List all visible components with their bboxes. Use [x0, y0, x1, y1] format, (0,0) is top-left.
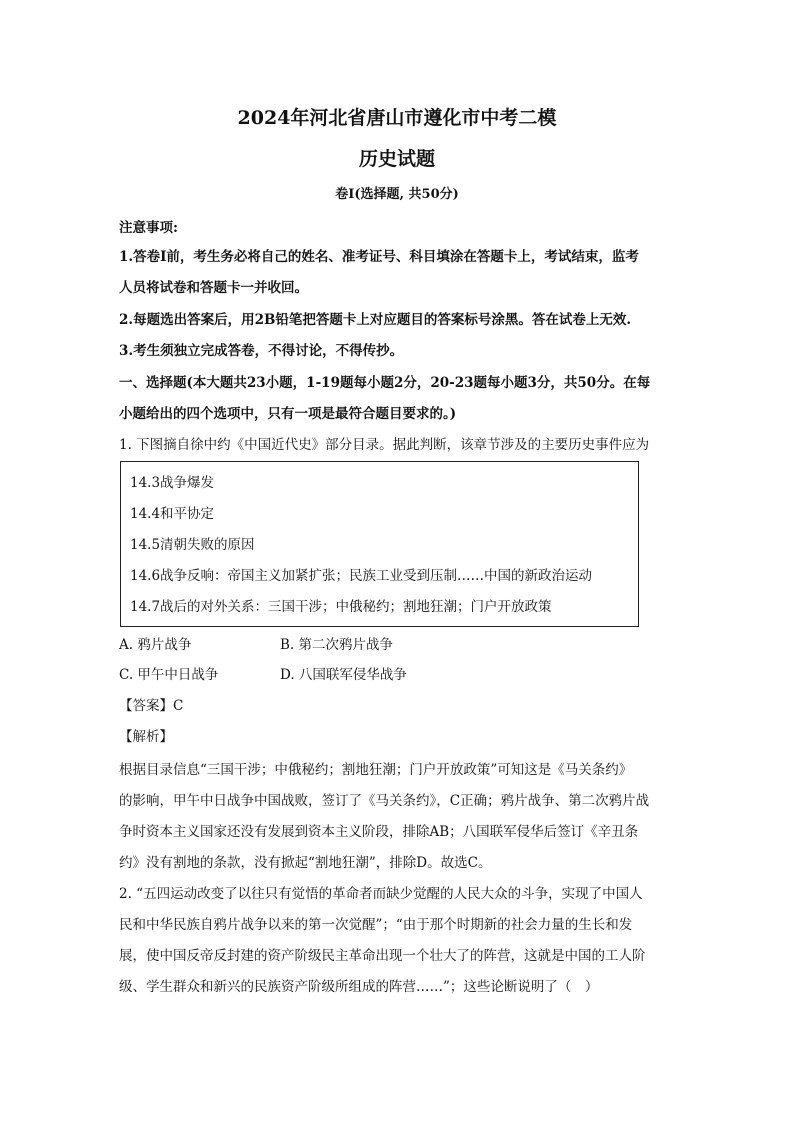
option-b: B. 第二次鸦片战争	[280, 637, 394, 653]
analysis-line: 根据目录信息“三国干涉；中俄秘约；割地狂潮；门户开放政策”可知这是《马关条约》	[119, 762, 633, 778]
exam-title: 2024年河北省唐山市遵化市中考二模	[237, 107, 557, 129]
exam-subject: 历史试题	[358, 148, 435, 170]
note-3: 3.考生须独立完成答卷，不得讨论，不得传抄。	[119, 343, 404, 359]
answer-label: 【答案】C	[119, 698, 184, 714]
question-2-line: 民和中华民族自鸦片战争以来的第一次觉醒”；“由于那个时期新的社会力量的生长和发	[119, 917, 633, 933]
notes-heading: 注意事项:	[119, 220, 178, 236]
option-a: A. 鸦片战争	[119, 637, 192, 653]
toc-item: 14.7战后的对外关系：三国干涉；中俄秘约；割地狂潮；门户开放政策	[130, 599, 552, 615]
toc-item: 14.3战争爆发	[130, 475, 215, 491]
question-1-stem: 1. 下图摘自徐中约《中国近代史》部分目录。据此判断，该章节涉及的主要历史事件应为	[119, 437, 650, 453]
note-2: 2.每题选出答案后，用2B铅笔把答题卡上对应题目的答案标号涂黑。答在试卷上无效.	[119, 312, 632, 328]
question-2-line: 级、学生群众和新兴的民族资产阶级所组成的阵营……”；这些论断说明了（ ）	[119, 979, 599, 995]
toc-item: 14.6战争反响：帝国主义加紧扩张；民族工业受到压制……中国的新政治运动	[130, 568, 593, 584]
table-of-contents-box	[120, 461, 639, 627]
note-1-line-2: 人员将试卷和答题卡一并收回。	[119, 280, 308, 296]
section-heading: 卷Ⅰ(选择题, 共50分)	[335, 187, 459, 202]
option-d: D. 八国联军侵华战争	[280, 667, 407, 683]
option-c: C. 甲午中日战争	[119, 667, 219, 683]
analysis-line: 争时资本主义国家还没有发展到资本主义阶段，排除AB；八国联军侵华后签订《辛丑条	[119, 824, 639, 840]
analysis-label: 【解析】	[119, 729, 173, 745]
note-1-line-1: 1.答卷Ⅰ前，考生务必将自己的姓名、准考证号、科目填涂在答题卡上，考试结束，监考	[119, 249, 639, 265]
toc-item: 14.5清朝失败的原因	[130, 537, 255, 553]
part-1-heading-line-1: 一、选择题(本大题共23小题，1-19题每小题2分，20-23题每小题3分，共50分。在每	[119, 375, 651, 391]
toc-item: 14.4和平协定	[130, 506, 215, 522]
analysis-line: 的影响，甲午中日战争中国战败，签订了《马关条约》，C正确；鸦片战争、第二次鸦片战	[119, 793, 650, 809]
part-1-heading-line-2: 小题给出的四个选项中，只有一项是最符合题目要求的。)	[119, 406, 457, 422]
analysis-line: 约》没有割地的条款，没有掀起“割地狂潮”，排除D。故选C。	[119, 855, 492, 871]
question-2-line: 2. “五四运动改变了以往只有觉悟的革命者而缺少觉醒的人民大众的斗争，实现了中国人	[119, 886, 643, 902]
question-2-line: 展，使中国反帝反封建的资产阶级民主革命出现一个壮大了的阵营，这就是中国的工人阶	[119, 948, 646, 964]
